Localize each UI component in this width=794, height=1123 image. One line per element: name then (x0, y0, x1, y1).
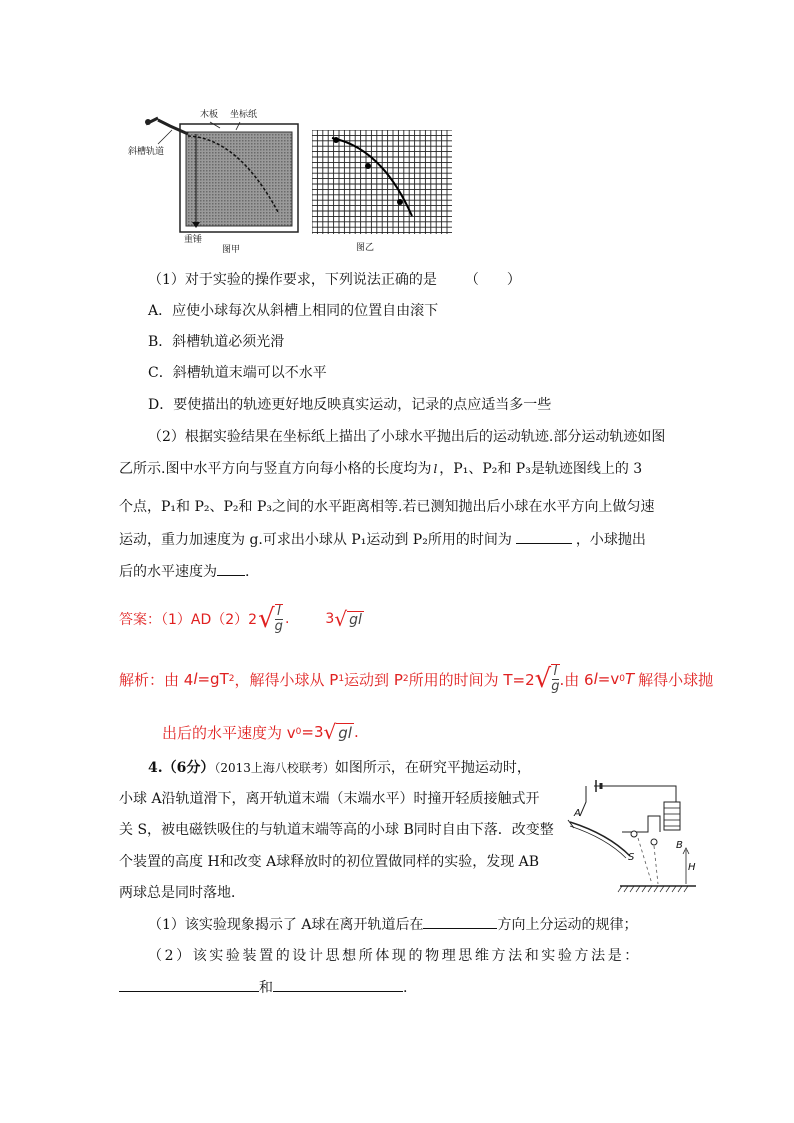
label-paper: 坐标纸 (230, 110, 258, 120)
trajectory-point-1 (333, 137, 339, 143)
trajectory-point-2 (365, 163, 371, 169)
option-a: A．应使小球每次从斜槽上相同的位置自由滚下 (148, 303, 439, 319)
option-c: C．斜槽轨道末端可以不水平 (148, 365, 327, 381)
caption-jia: 图甲 (222, 245, 241, 255)
blank-method-2[interactable] (273, 977, 403, 992)
q4-line5: 两球总是同时落地． (119, 885, 245, 901)
caption-yi: 图乙 (356, 243, 375, 253)
q2-line4: 运动，重力加速度为 g.可求出小球从 P₁运动到 P₂所用的时间为 ，小球抛出 (119, 529, 646, 550)
label-plumb: 重锤 (184, 235, 203, 245)
answer-line: 答案：（1）AD（2）2 √ $\frac{l}{g}$ . 3 √ gl (119, 604, 362, 634)
q2-line1: （2）根据实验结果在坐标纸上描出了小球水平抛出后的运动轨迹.部分运动轨迹如图 (148, 429, 666, 445)
q4-line3: 关 S，被电磁铁吸住的与轨道末端等高的小球 B同时自由下落．改变整 (119, 822, 554, 838)
trajectory-point-3 (397, 199, 403, 205)
blank-velocity[interactable] (217, 561, 245, 576)
label-b: B (676, 840, 683, 851)
label-h: H (688, 862, 696, 873)
q2-line5: 后的水平速度为 . (119, 561, 249, 582)
analysis-line2: 出后的水平速度为 v 0 =3 √ gl . (162, 720, 359, 744)
q4-line1: 4.（6分）（2013上海八校联考）如图所示，在研究平抛运动时， (148, 760, 531, 776)
q4-line4: 个装置的高度 H和改变 A球释放时的初位置做同样的实验，发现 AB (119, 854, 540, 870)
q4-sub2: （2）该实验装置的设计思想所体现的物理思维方法和实验方法是： (148, 948, 641, 964)
q2-line2: 乙所示.图中水平方向与竖直方向每小格的长度均为 l ，P₁、P₂和 P₃是轨迹图线上的 3 (119, 461, 643, 477)
option-b: B．斜槽轨道必须光滑 (148, 334, 285, 350)
blank-time[interactable] (516, 529, 572, 544)
q4-sub2-blanks: 和 . (119, 977, 407, 998)
label-board: 木板 (200, 110, 219, 120)
label-track: 斜槽轨道 (128, 147, 165, 157)
q2-line3: 个点，P₁和 P₂、P₂和 P₃之间的水平距离相等.若已测知抛出后小球在水平方向上做匀速 (119, 499, 655, 515)
figure-jia (128, 104, 308, 254)
blank-method-1[interactable] (119, 977, 259, 992)
option-d: D．要使描出的轨迹更好地反映真实运动，记录的点应适当多一些 (148, 397, 552, 413)
q1-stem: （1）对于实验的操作要求，下列说法正确的是 （ ） (148, 272, 521, 288)
blank-direction[interactable] (423, 914, 497, 929)
figure-q4 (556, 772, 696, 902)
figure-yi (312, 130, 452, 252)
label-a: A (574, 808, 581, 819)
q4-sub1: （1）该实验现象揭示了 A球在离开轨道后在 方向上分运动的规律； (148, 914, 637, 935)
q4-line2: 小球 A沿轨道滑下，离开轨道末端（末端水平）时撞开轻质接触式开 (119, 791, 540, 807)
label-s: S (628, 852, 635, 863)
analysis-line1: 解析：由 4 l =gT 2 ，解得小球从 P 1 运动到 P 2 所用的时间为 T=2 √ $\frac{l}{g}$ .由 6 l =v 0 T 解得小球抛 (119, 664, 714, 694)
